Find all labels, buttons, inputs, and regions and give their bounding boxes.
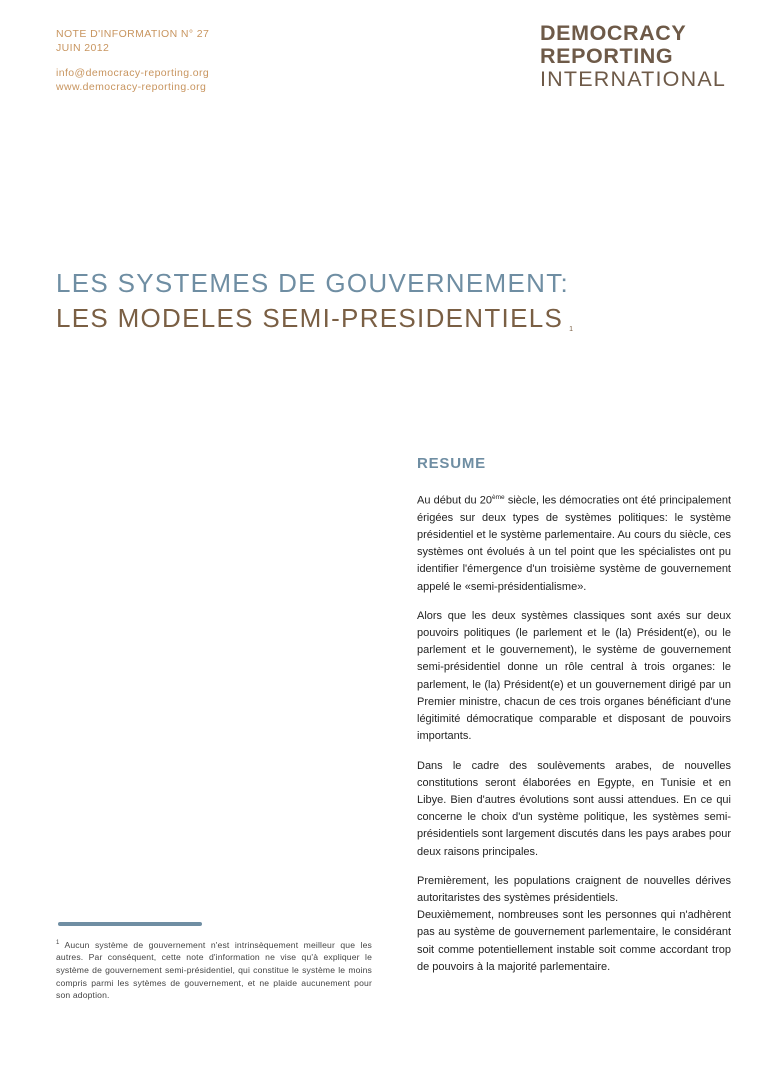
resume-paragraph-1 (417, 489, 731, 596)
p1-text-start: Au début du 20 (417, 494, 492, 507)
logo-line-democracy: DEMOCRACY (540, 21, 687, 45)
p1-superscript: ème (492, 494, 505, 501)
website-link[interactable]: www.democracy-reporting.org (56, 81, 207, 93)
resume-paragraph-4: Premièrement, les populations craignent de nouvelles dérives autoritaristes des systèmes présidentiels. (417, 874, 731, 904)
contact-email[interactable]: info@democracy-reporting.org (56, 67, 210, 79)
logo-line-international: INTERNATIONAL (540, 67, 727, 91)
footnote-divider (58, 922, 202, 926)
footnote (56, 937, 372, 1002)
footnote-text: Aucun système de gouvernement n'est intrinsèquement meilleur que les autres. Par conséquent, cette note d'information ne vise qu'à expliquer le système de gouvernement semi-présidentiel, qui constitue le système le moins compris parmi les sytèmes de gouvernement, et ne plaide aucunement pour son adoption. (56, 939, 372, 1001)
resume-paragraph-3: Dans le cadre des soulèvements arabes, de nouvelles constitutions seront élaborées en Egypte, en Tunisie et en Libye. Bien d'autres évolutions sont aussi attendues. En ce qui concerne le choix d'un système politique, les systèmes semi-présidentiels sont largement discutés dans les pays arabes pour deux raisons principales. (417, 759, 731, 858)
note-number: NOTE D'INFORMATION N° 27 (56, 28, 210, 40)
publication-date: JUIN 2012 (56, 42, 110, 54)
document-title-line-2 (56, 303, 573, 333)
document-title-line-1: LES SYSTEMES DE GOUVERNEMENT: (56, 268, 570, 298)
title-line-2-text: LES MODELES SEMI-PRESIDENTIELS (56, 303, 564, 333)
logo-line-reporting: REPORTING (540, 44, 674, 68)
resume-paragraph-2: Alors que les deux systèmes classiques sont axés sur deux pouvoirs politiques (le parlement et le (la) Président(e), ou le parlement et le gouvernement), le système de gouvernement semi-présidentiel donne un rôle central à trois organes: le parlement, le (la) Président(e) et un gouvernement dirigé par un Premier ministre, chacun de ces trois organes bénéficiant d'une légitimité démocratique comparable et disposant de pouvoirs importants. (417, 609, 731, 743)
resume-body (417, 489, 731, 988)
footnote-number: 1 (56, 940, 60, 946)
p1-text-end: siècle, les démocraties ont été principalement érigées sur deux types de systèmes politiques: le système présidentiel et le système parlementaire. Au cours du siècle, ces systèmes ont évolués à un tel point que les spécialistes ont pu identifier l'émergence d'un troisième système de gouvernement appelé le «semi-présidentialisme». (417, 494, 731, 593)
title-footnote-ref[interactable]: 1 (569, 326, 574, 333)
resume-paragraph-5: Deuxièmement, nombreuses sont les personnes qui n'adhèrent pas au système de gouvernement parlementaire, le considérant soit comme potentiellement instable soit comme accordant trop de pouvoirs à la majorité parlementaire. (417, 909, 731, 973)
organization-logo (540, 22, 726, 91)
resume-heading: RESUME (417, 455, 486, 472)
